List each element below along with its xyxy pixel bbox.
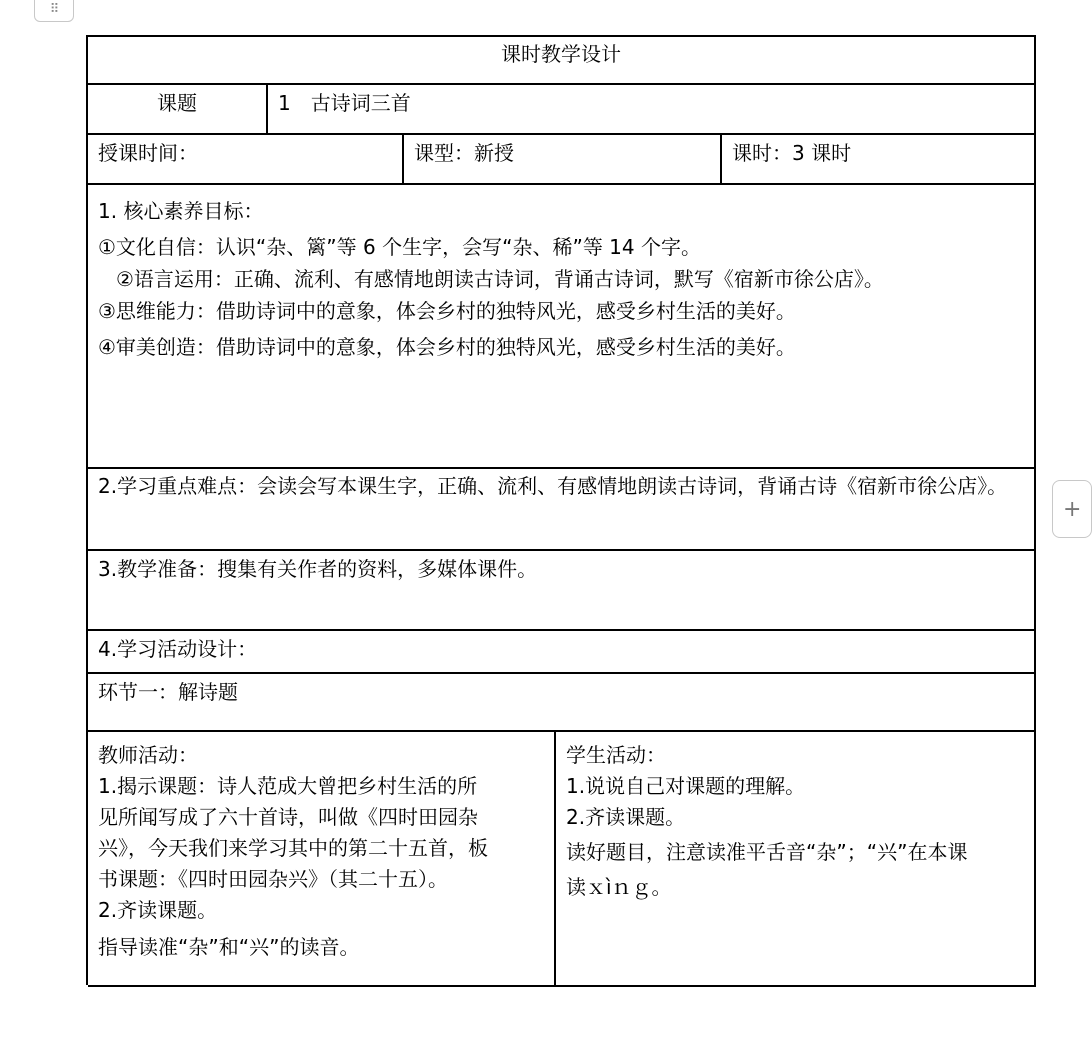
table-title: 课时教学设计 [88,37,1036,85]
student-activity [556,732,1036,987]
class-hours: 课时：3 课时 [722,135,1036,185]
lesson-label: 课题 [88,85,268,135]
goal-2: ②语言运用：正确、流利、有感情地朗读古诗词，背诵古诗词，默写《宿新市徐公店》。 [116,267,884,291]
class-time: 授课时间： [88,135,404,185]
teacher-line: 兴》，今天我们来学习其中的第二十五首，板 [98,836,488,860]
activity-design: 4.学习活动设计： [88,631,1036,674]
goal-4: ④审美创造：借助诗词中的意象，体会乡村的独特风光，感受乡村生活的美好。 [98,335,796,359]
teacher-line: 2.齐读课题。 [98,898,218,922]
stage-one: 环节一：解诗题 [88,674,1036,732]
goals-heading: 1. 核心素养目标： [98,199,264,223]
core-goals [88,185,1036,469]
teacher-line: 1.揭示课题：诗人范成大曾把乡村生活的所 [98,774,478,798]
student-line: 2.齐读课题。 [566,805,686,829]
preparation: 3.教学准备：搜集有关作者的资料，多媒体课件。 [88,551,1036,631]
teacher-line: 书课题：《四时田园杂兴》（其二十五）。 [98,867,448,891]
lesson-title: 1 古诗词三首 [268,85,1036,135]
student-heading: 学生活动： [566,743,666,767]
lesson-type: 课型：新授 [404,135,722,185]
student-line: 1.说说自己对课题的理解。 [566,774,806,798]
teacher-line: 见所闻写成了六十首诗，叫做《四时田园杂 [98,805,478,829]
lesson-plan-table [86,35,1036,985]
goal-1: ①文化自信：认识“杂、篱”等 6 个生字，会写“杂、稀”等 14 个字。 [98,235,701,259]
student-line: 读好题目，注意读准平舌音“杂”；“兴”在本课 [566,840,968,864]
drag-handle-icon[interactable]: ⠿ [34,0,74,22]
teacher-activity [88,732,556,987]
add-block-icon[interactable]: + [1052,480,1092,538]
teacher-heading: 教师活动： [98,743,198,767]
key-points: 2.学习重点难点：会读会写本课生字，正确、流利、有感情地朗读古诗词，背诵古诗《宿新市徐公店》。 [88,469,1036,551]
goal-3: ③思维能力：借助诗词中的意象，体会乡村的独特风光，感受乡村生活的美好。 [98,299,796,323]
teacher-line: 指导读准“杂”和“兴”的读音。 [98,935,360,959]
student-line: 读ｘìｎｇ。 [566,875,672,899]
